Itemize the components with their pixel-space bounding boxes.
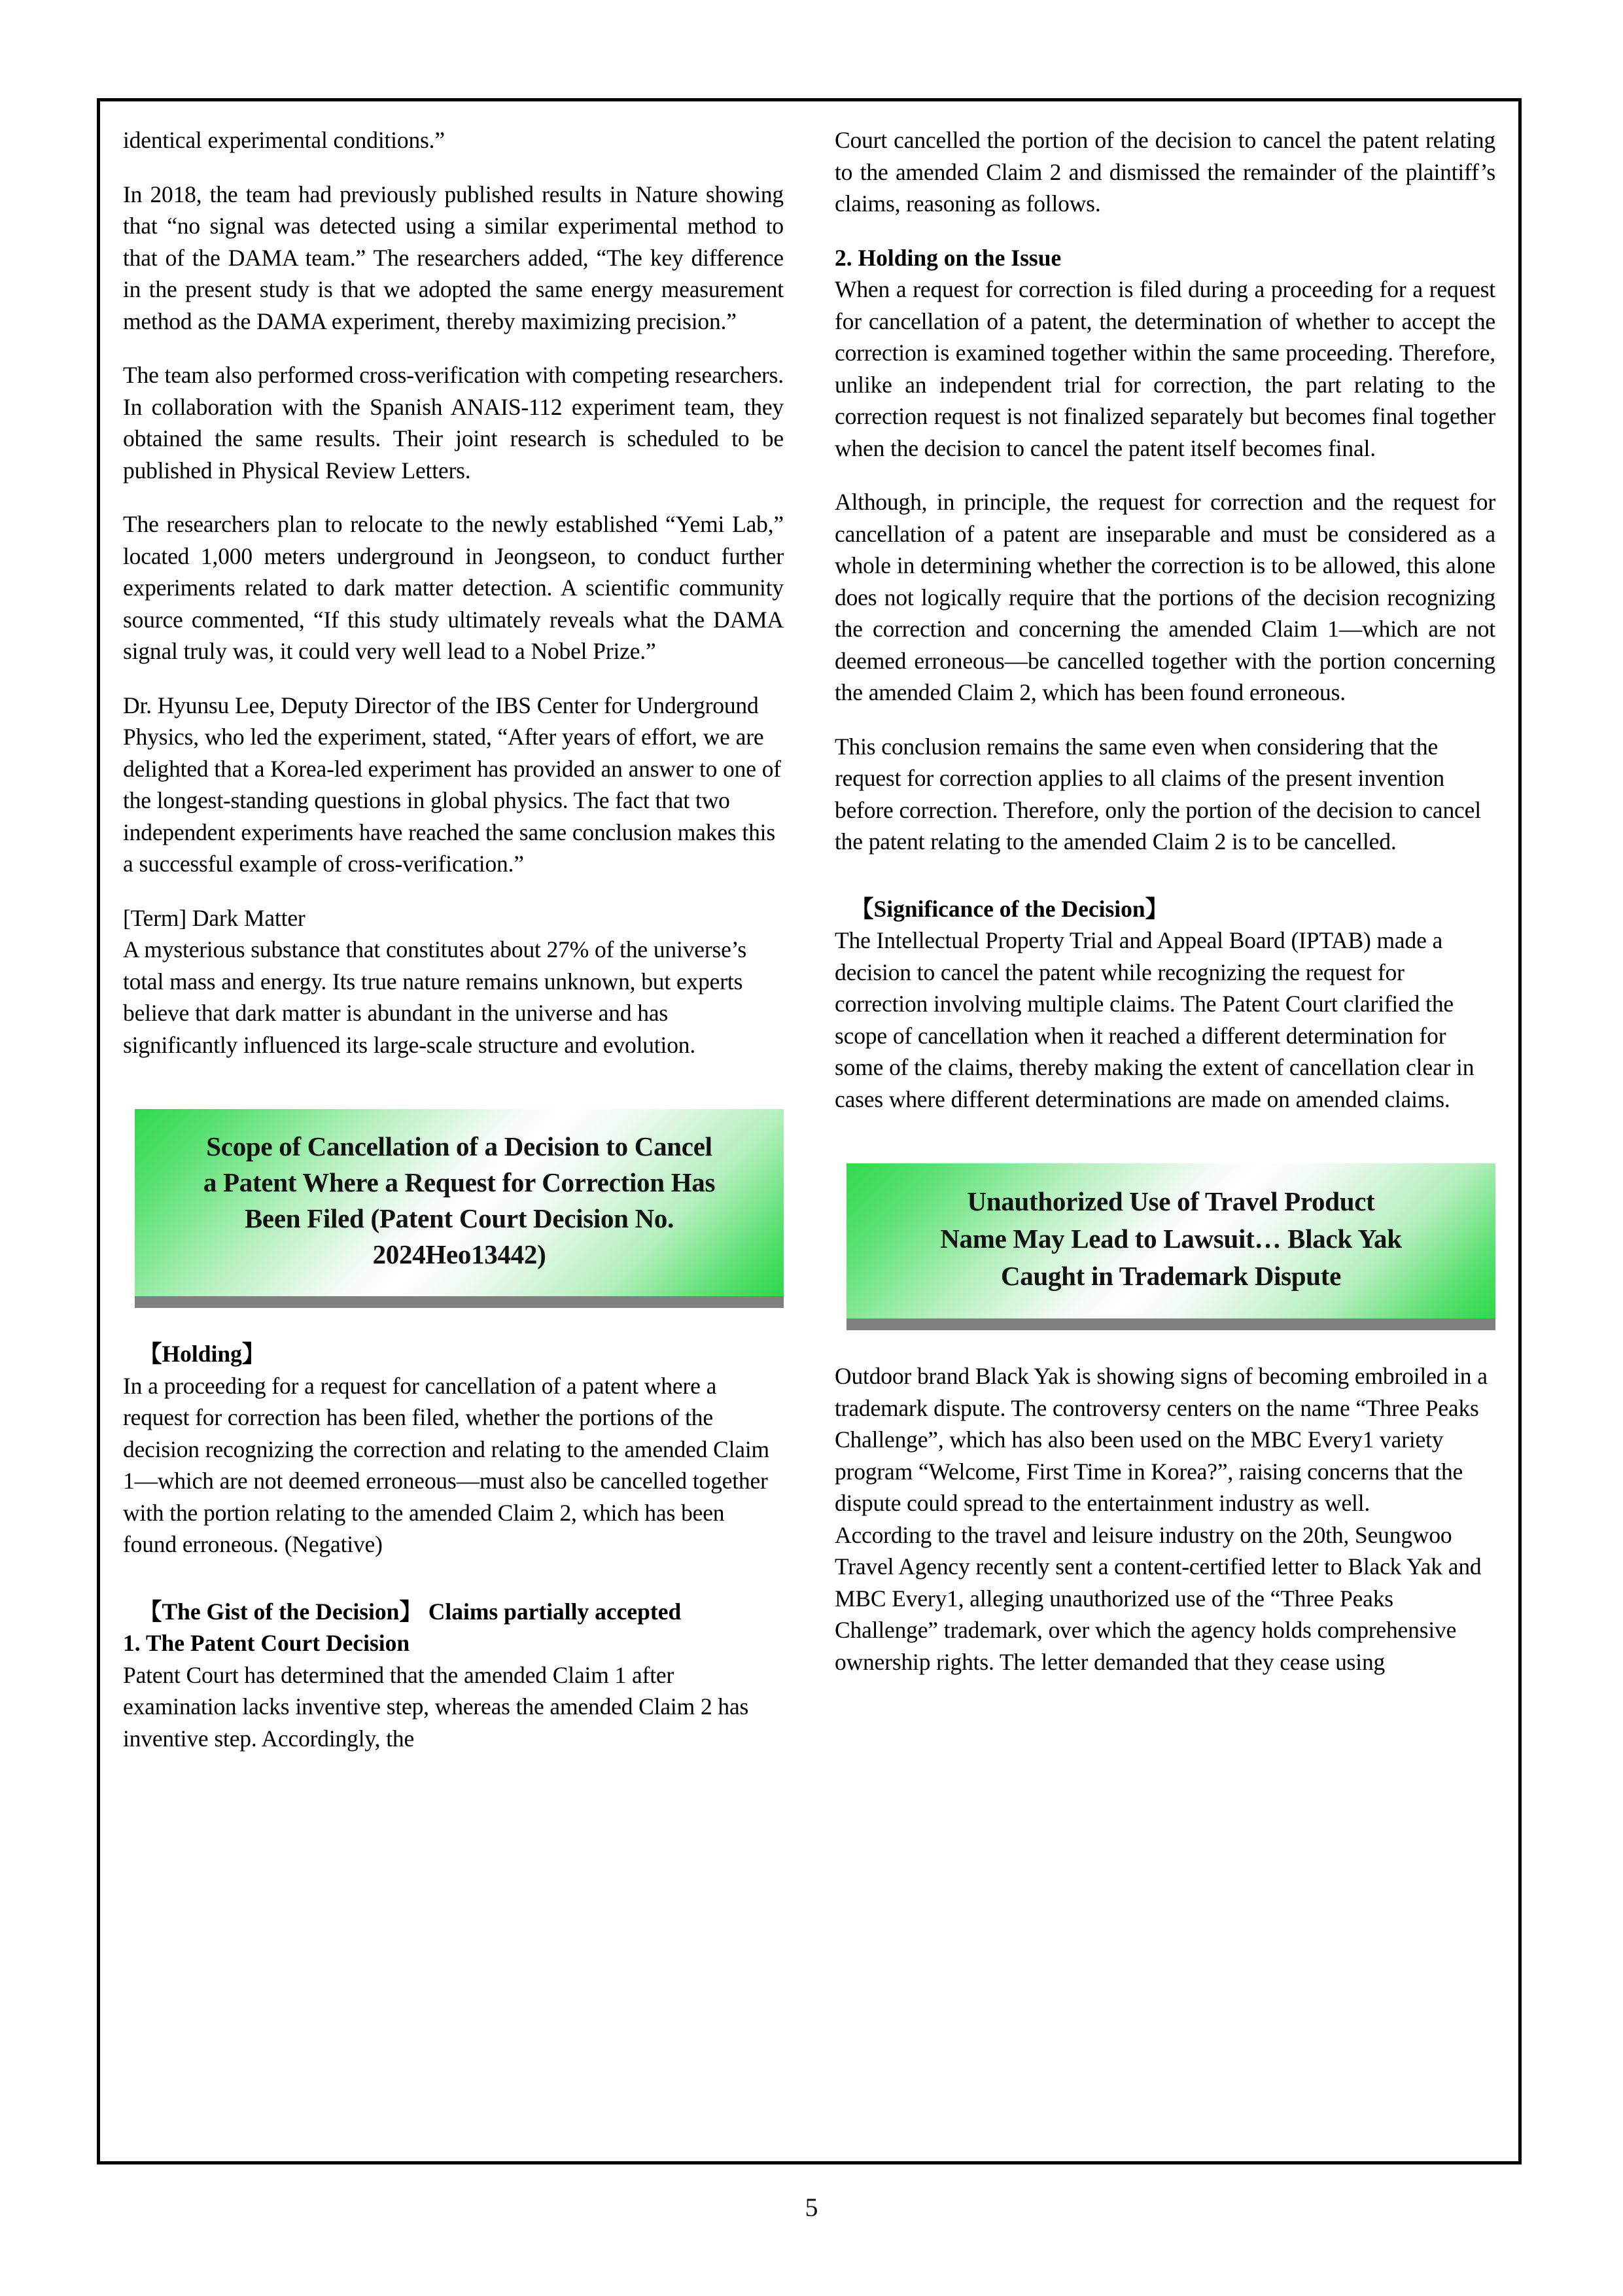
spacer (123, 1583, 784, 1596)
banner-surface (135, 1109, 784, 1296)
paragraph-although-in-principle: Although, in principle, the request for correction and the request for cancellation of a patent are inseparable and must be considered as a whole in determining whether the correction is to be allowed, this alone does not logically require that the portions of the decision recognizing the correction and concerning the amended Claim 1—which are not deemed erroneous—be cancelled together with the portion concerning the amended Claim 2, which has been found erroneous. (835, 489, 1495, 705)
holding-heading: 【Holding】 (139, 1341, 266, 1367)
right-title-banner (835, 1163, 1495, 1330)
right-column (835, 124, 1495, 2140)
subheading-2-body: When a request for correction is filed during a proceeding for a request for cancellation of a patent, the determination of whether to accept the correction is examined together within the same proceeding. Therefore, unlike an independent trial for correction, the part relating to the correction request is not finalized separately but becomes final together when the decision to cancel the patent itself becomes final. (835, 276, 1495, 461)
spacer (835, 1137, 1495, 1163)
spacer (123, 1083, 784, 1109)
two-column-layout (123, 124, 1495, 2140)
page-number: 5 (805, 2193, 818, 2222)
spacer (835, 880, 1495, 893)
subheading-patent-court-decision: 1. The Patent Court Decision (123, 1630, 410, 1656)
banner-line: Scope of Cancellation of a Decision to Cancel (206, 1131, 712, 1161)
holding-body: In a proceeding for a request for cancellation of a patent where a request for correction has been filed, whether the portions of the decision recognizing the correction and relating to the amended Claim 1—which are not deemed erroneous—must also be cancelled together with the portion relating to the amended Claim 2, which has been found erroneous. (Negative) (123, 1372, 769, 1557)
banner-line: Caught in Trademark Dispute (1000, 1261, 1342, 1291)
banner-line: a Patent Where a Request for Correction Has (203, 1167, 716, 1197)
subheading-1-body: Patent Court has determined that the amended Claim 1 after examination lacks inventive step, whereas the amended Claim 2 has inventive step. Accordingly, the (123, 1661, 749, 1752)
significance-heading: 【Significance of the Decision】 (850, 895, 1169, 922)
subheading-holding-on-issue: 2. Holding on the Issue (835, 244, 1062, 271)
banner-line: Name May Lead to Lawsuit… Black Yak (940, 1224, 1402, 1254)
paragraph-black-yak-intro: Outdoor brand Black Yak is showing signs of becoming embroiled in a trademark dispute. The controversy centers on the name “Three Peaks Challenge”, which has also been used on the MBC Every1 variety program “Welcome, First Time in Korea?”, raising concerns that the dispute could spread to the entertainment industry as well. (835, 1363, 1488, 1516)
paragraph-this-conclusion: This conclusion remains the same even when considering that the request for correction applies to all claims of the present invention before correction. Therefore, only the portion of the decision to cancel the patent relating to the amended Claim 2 is to be cancelled. (835, 733, 1481, 855)
paragraph-yemi-lab: The researchers plan to relocate to the newly established “Yemi Lab,” located 1,000 meters underground in Jeongseon, to conduct further experiments related to dark matter detection. A scientific community source commented, “If this study ultimately reveals what the DAMA signal truly was, it could very well lead to a Nobel Prize.” (123, 511, 784, 664)
paragraph-2018-nature: In 2018, the team had previously published results in Nature showing that “no signal was detected using a similar experimental method to that of the DAMA team.” The researchers added, “The key difference in the present study is that we adopted the same energy measurement method as the DAMA experiment, thereby maximizing precision.” (123, 181, 784, 334)
paragraph-cross-verification: The team also performed cross-verification with competing researchers. In collaboration with the Spanish ANAIS-112 experiment team, they obtained the same results. Their joint research is scheduled to be published in Physical Review Letters. (123, 362, 784, 484)
gist-heading: 【The Gist of the Decision】 Claims partially accepted (139, 1598, 682, 1625)
significance-body: The Intellectual Property Trial and Appeal Board (IPTAB) made a decision to cancel the patent while recognizing the request for correction involving multiple claims. The Patent Court clarified the scope of cancellation when it reached a different determination for some of the claims, thereby making the extent of cancellation clear in cases where different determinations are made on amended claims. (835, 927, 1475, 1112)
term-heading: [Term] Dark Matter (123, 904, 305, 931)
banner-line: 2024Heo13442) (372, 1239, 546, 1269)
left-title-banner (123, 1109, 784, 1308)
left-column (123, 124, 784, 2140)
paragraph-seungwoo-travel: According to the travel and leisure industry on the 20th, Seungwoo Travel Agency recently sent a content-certified letter to Black Yak and MBC Every1, alleging unauthorized use of the “Three Peaks Challenge” trademark, over which the agency holds comprehensive ownership rights. The letter demanded that they cease using (835, 1521, 1482, 1675)
paragraph-hyunsu-lee: Dr. Hyunsu Lee, Deputy Director of the IBS Center for Underground Physics, who led the experiment, stated, “After years of effort, we are delighted that a Korea-led experiment has provided an answer to one of the longest-standing questions in global physics. The fact that two independent experiments have reached the same conclusion makes this a successful example of cross-verification.” (123, 692, 781, 877)
banner-line: Been Filed (Patent Court Decision No. (244, 1203, 674, 1233)
spacer (835, 1330, 1495, 1360)
paragraph-court-cancelled: Court cancelled the portion of the decision to cancel the patent relating to the amended Claim 2 and dismissed the remainder of the plaintiff’s claims, reasoning as follows. (835, 127, 1495, 217)
term-body: A mysterious substance that constitutes about 27% of the universe’s total mass and energy. Its true nature remains unknown, but experts believe that dark matter is abundant in the universe and has significantly influenced its large-scale structure and evolution. (123, 936, 747, 1058)
banner-surface (846, 1163, 1495, 1318)
banner-line: Unauthorized Use of Travel Product (967, 1186, 1375, 1216)
paragraph-continuation: identical experimental conditions.” (123, 127, 445, 153)
spacer (123, 1308, 784, 1338)
